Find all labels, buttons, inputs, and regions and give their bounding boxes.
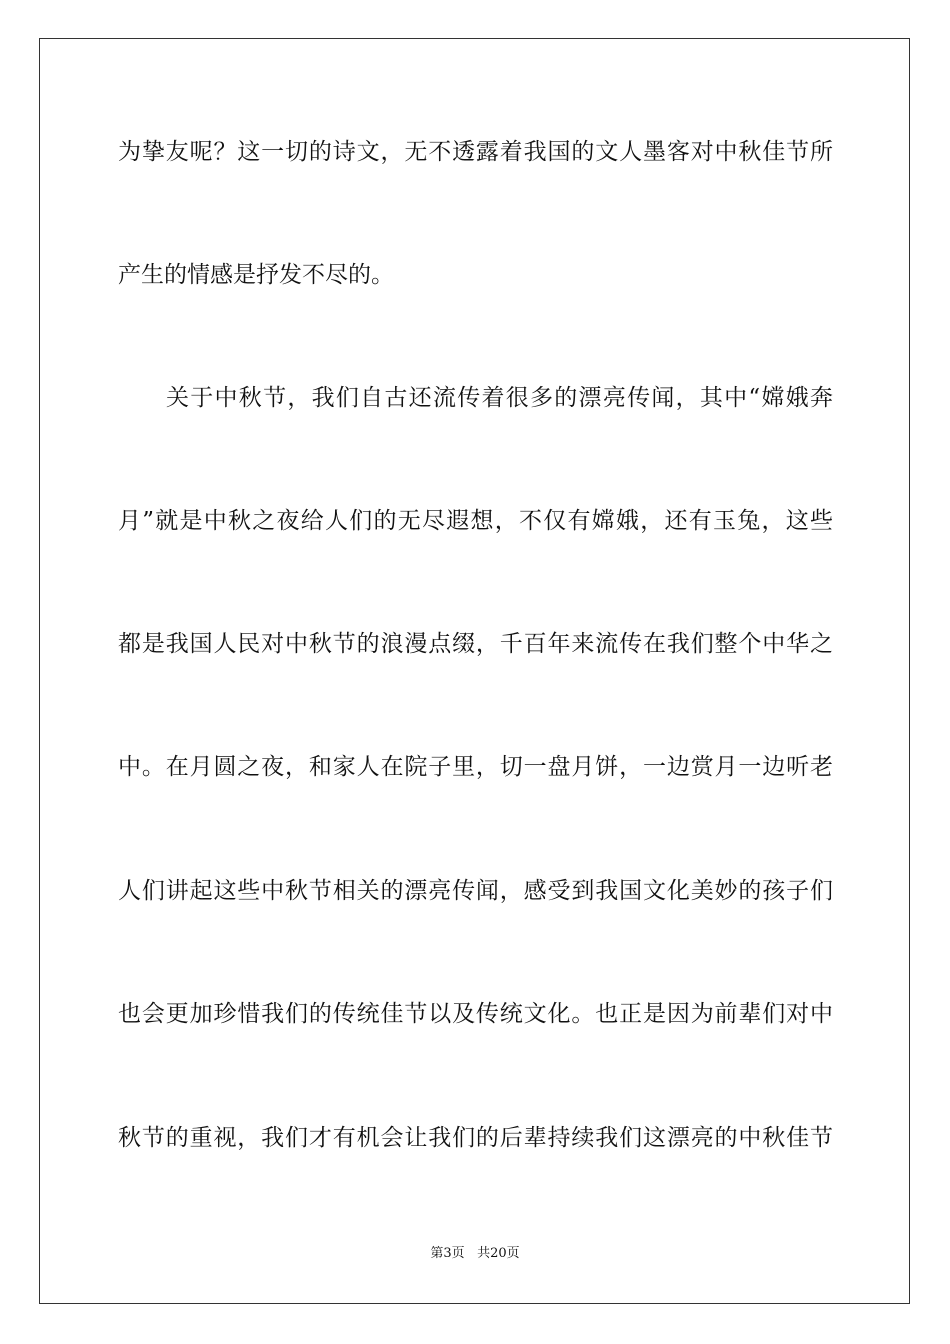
paragraph-line: 也会更加珍惜我们的传统佳节以及传统文化。也正是因为前辈们对中	[118, 1001, 833, 1027]
paragraph-line: 月”就是中秋之夜给人们的无尽遐想，不仅有嫦娥，还有玉兔，这些	[118, 508, 833, 534]
page-total: 共20页	[477, 1246, 520, 1261]
page-frame	[39, 38, 910, 1304]
paragraph-line: 人们讲起这些中秋节相关的漂亮传闻，感受到我国文化美妙的孩子们	[118, 878, 833, 904]
paragraph-line: 关于中秋节，我们自古还流传着很多的漂亮传闻，其中“嫦娥奔	[166, 385, 833, 411]
paragraph-line: 产生的情感是抒发不尽的。	[118, 262, 394, 288]
page-footer	[0, 1245, 950, 1263]
paragraph-line: 中。在月圆之夜，和家人在院子里，切一盘月饼，一边赏月一边听老	[118, 754, 833, 780]
paragraph-line: 为挚友呢？这一切的诗文，无不透露着我国的文人墨客对中秋佳节所	[118, 139, 833, 165]
paragraph-line: 都是我国人民对中秋节的浪漫点缀，千百年来流传在我们整个中华之	[118, 631, 833, 657]
page-number: 第3页	[430, 1246, 465, 1261]
paragraph-line: 秋节的重视，我们才有机会让我们的后辈持续我们这漂亮的中秋佳节	[118, 1125, 833, 1151]
